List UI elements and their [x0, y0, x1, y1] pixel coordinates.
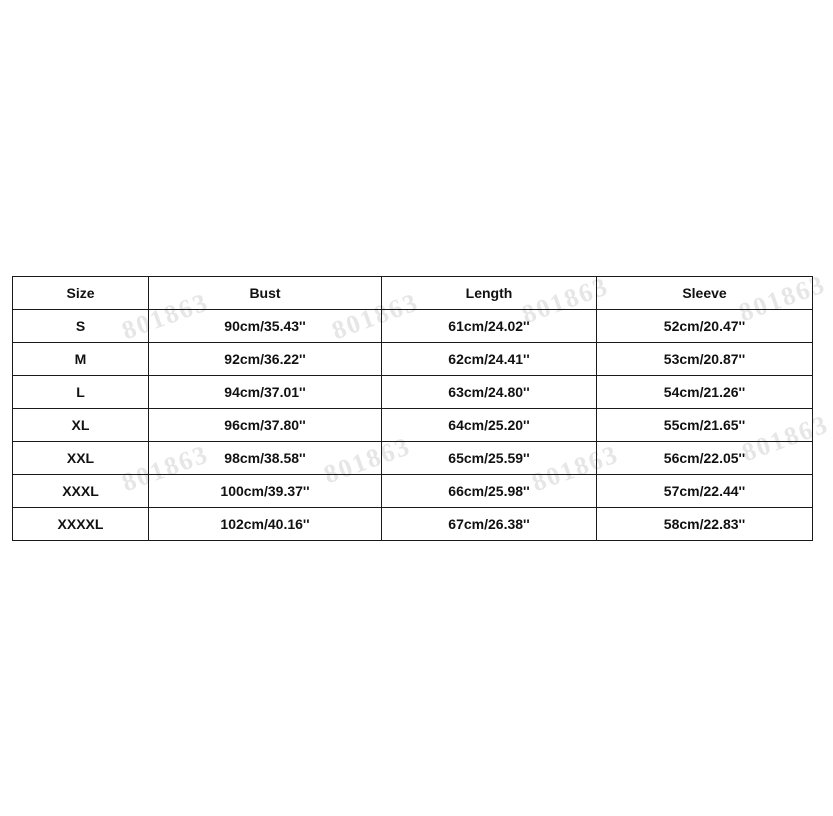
header-length: Length [382, 277, 597, 310]
cell-size: L [13, 376, 149, 409]
watermark-text: 801863 [518, 271, 613, 330]
cell-bust: 90cm/35.43'' [149, 310, 382, 343]
header-sleeve: Sleeve [597, 277, 813, 310]
cell-sleeve: 57cm/22.44'' [597, 475, 813, 508]
cell-length: 63cm/24.80'' [382, 376, 597, 409]
watermark-text: 801863 [528, 439, 623, 498]
cell-bust: 100cm/39.37'' [149, 475, 382, 508]
cell-length: 66cm/25.98'' [382, 475, 597, 508]
table-row [13, 442, 813, 475]
table-header-row [13, 277, 813, 310]
table-row [13, 376, 813, 409]
size-chart-table [12, 276, 813, 541]
cell-size: XXL [13, 442, 149, 475]
table-row [13, 409, 813, 442]
cell-length: 65cm/25.59'' [382, 442, 597, 475]
table-row [13, 343, 813, 376]
cell-size: XXXL [13, 475, 149, 508]
cell-length: 64cm/25.20'' [382, 409, 597, 442]
cell-length: 62cm/24.41'' [382, 343, 597, 376]
cell-sleeve: 55cm/21.65'' [597, 409, 813, 442]
cell-size: XXXXL [13, 508, 149, 541]
watermark-text: 801863 [118, 287, 213, 346]
cell-bust: 92cm/36.22'' [149, 343, 382, 376]
cell-sleeve: 54cm/21.26'' [597, 376, 813, 409]
cell-bust: 98cm/38.58'' [149, 442, 382, 475]
cell-sleeve: 58cm/22.83'' [597, 508, 813, 541]
cell-size: S [13, 310, 149, 343]
cell-length: 67cm/26.38'' [382, 508, 597, 541]
watermark-text: 801863 [320, 431, 415, 490]
cell-bust: 96cm/37.80'' [149, 409, 382, 442]
header-size: Size [13, 277, 149, 310]
table-row [13, 475, 813, 508]
cell-length: 61cm/24.02'' [382, 310, 597, 343]
cell-sleeve: 52cm/20.47'' [597, 310, 813, 343]
cell-bust: 102cm/40.16'' [149, 508, 382, 541]
cell-bust: 94cm/37.01'' [149, 376, 382, 409]
watermark-text: 801863 [738, 409, 833, 468]
cell-size: M [13, 343, 149, 376]
table-row [13, 508, 813, 541]
cell-size: XL [13, 409, 149, 442]
watermark-text: 801863 [735, 269, 830, 328]
watermark-text: 801863 [328, 287, 423, 346]
cell-sleeve: 53cm/20.87'' [597, 343, 813, 376]
watermark-text: 801863 [118, 439, 213, 498]
cell-sleeve: 56cm/22.05'' [597, 442, 813, 475]
table-row [13, 310, 813, 343]
header-bust: Bust [149, 277, 382, 310]
